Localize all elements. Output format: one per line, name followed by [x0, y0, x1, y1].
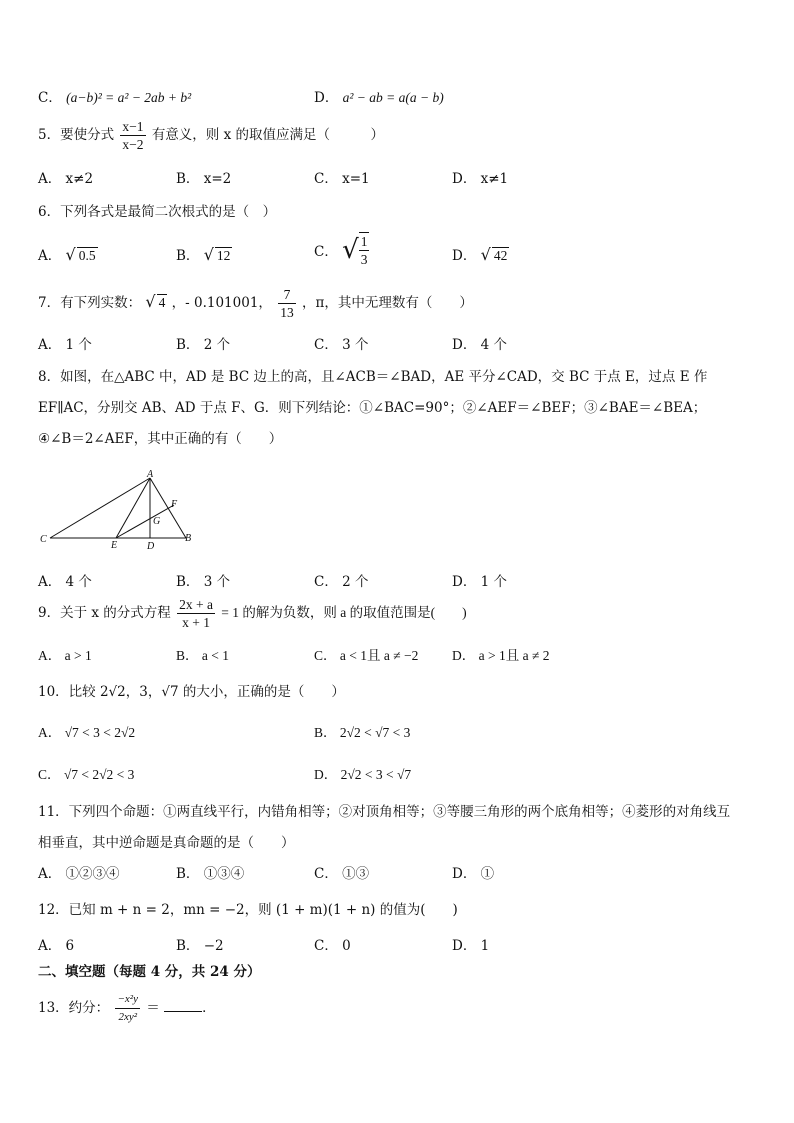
radical-icon: √: [203, 245, 214, 264]
denominator: 2xy²: [118, 1011, 138, 1023]
numerator: −x²y: [115, 991, 140, 1009]
stem-text: ，- 0.101001，: [171, 295, 272, 311]
option-label: A．: [38, 248, 62, 264]
q11-stem-line1: 11．下列四个命题：①两直线平行，内错角相等；②对顶角相等；③等腰三角形的两个底角相等；④菱形的对角线互: [38, 804, 731, 820]
q6-option-d: [452, 244, 509, 264]
q12-option-b: B． −2: [176, 938, 224, 954]
denominator: 3: [360, 252, 368, 267]
q7-option-c: C． 3 个: [314, 337, 369, 353]
q12-stem: 12．已知 m + n = 2，mn = −2，则 (1 + m)(1 + n) 的值为( ): [38, 902, 458, 918]
q7-option-a: A． 1 个: [38, 337, 92, 353]
q6-option-b: [176, 244, 232, 264]
stem-text: 7．有下列实数：: [38, 295, 142, 311]
point-label-g: G: [153, 516, 161, 527]
fraction: [115, 991, 140, 1026]
q12-option-a: A． 6: [38, 938, 75, 954]
option-label: D．: [314, 90, 339, 106]
q6-stem: 6．下列各式是最简二次根式的是（ ）: [38, 204, 277, 220]
point-label-c: C: [40, 534, 47, 545]
q11-option-a: A． ①②③④: [38, 866, 120, 882]
stem-text: 5．要使分式: [38, 127, 115, 143]
fraction: [278, 286, 296, 321]
q4-option-c: [38, 86, 191, 106]
option-expression: a² − ab = a(a − b): [342, 90, 444, 105]
q8-option-a: A． 4 个: [38, 574, 92, 590]
q6-option-c: [314, 232, 371, 268]
segment-ef: [116, 505, 174, 538]
period: ．: [202, 1000, 216, 1016]
q5-option-d: D． x≠1: [452, 171, 509, 187]
q9-option-a: A． a > 1: [38, 648, 92, 663]
q9-option-b: B． a < 1: [176, 648, 229, 663]
point-label-b: B: [185, 533, 192, 544]
q10-stem: 10．比较 2√2，3，√7 的大小，正确的是（ ）: [38, 684, 345, 700]
q11-option-d: D． ①: [452, 866, 495, 882]
radicand: 4: [158, 295, 166, 310]
numerator: 7: [278, 286, 296, 304]
q7-option-b: B． 2 个: [176, 337, 231, 353]
equals-sign: ＝: [146, 1000, 160, 1016]
q8-option-c: C． 2 个: [314, 574, 369, 590]
q5-option-b: B． x=2: [176, 171, 232, 187]
radicand: 0.5: [78, 248, 96, 263]
option-label: B．: [176, 248, 200, 264]
point-label-e: E: [111, 540, 118, 551]
radicand: 42: [493, 248, 508, 263]
q10-option-b: B． 2√2 < √7 < 3: [314, 725, 411, 740]
fraction: [120, 118, 145, 153]
radicand: 12: [216, 248, 231, 263]
segment-ca: [50, 478, 150, 538]
q9-option-c: C． a < 1且 a ≠ −2: [314, 648, 419, 663]
numerator: x−1: [122, 119, 144, 134]
q7-option-d: D． 4 个: [452, 337, 507, 353]
denominator: x + 1: [182, 615, 210, 630]
q10-option-d: D． 2√2 < 3 < √7: [314, 767, 412, 782]
radical-icon: √: [342, 235, 359, 265]
denominator: 13: [280, 305, 294, 320]
numerator: 1: [360, 234, 368, 249]
q5-stem: [38, 118, 384, 153]
point-label-f: F: [171, 499, 178, 510]
q8-triangle-figure: [36, 468, 206, 552]
numerator: 2x + a: [179, 597, 213, 612]
q4-option-d: [314, 86, 444, 106]
point-label-a: A: [147, 469, 154, 480]
q11-stem-line2: 相垂直，其中逆命题是真命题的是（ ）: [38, 835, 295, 851]
q8-option-b: B． 3 个: [176, 574, 231, 590]
option-label: D．: [452, 248, 477, 264]
q9-option-d: D． a > 1且 a ≠ 2: [452, 648, 550, 663]
option-label: C．: [38, 90, 62, 106]
stem-text: 有意义，则 x 的取值应满足（ ）: [151, 127, 385, 143]
fraction: [359, 232, 370, 268]
option-label: C．: [314, 244, 338, 260]
q8-stem-line1: 8．如图，在△ABC 中，AD 是 BC 边上的高，且∠ACB＝∠BAD，AE 平分∠CAD，交 BC 于点 E，过点 E 作: [38, 369, 708, 385]
q5-option-c: C． x=1: [314, 171, 370, 187]
q11-option-b: B． ①③④: [176, 866, 245, 882]
q8-stem-line3: ④∠B＝2∠AEF，其中正确的有（ ）: [38, 431, 283, 447]
q10-option-a: A． √7 < 3 < 2√2: [38, 725, 136, 740]
q10-option-c: C． √7 < 2√2 < 3: [38, 767, 135, 782]
point-label-d: D: [147, 541, 155, 552]
option-expression: (a−b)² = a² − 2ab + b²: [66, 90, 192, 105]
q6-option-a: [38, 244, 98, 264]
q7-stem: [38, 286, 473, 321]
q12-option-d: D． 1: [452, 938, 490, 954]
stem-text: ，π，其中无理数有（ ）: [302, 295, 473, 311]
radical-icon: √: [65, 245, 76, 264]
q8-stem-line2: EF∥AC，分别交 AB、AD 于点 F、G．则下列结论：①∠BAC=90°；②∠AEF＝∠BEF；③∠BAE＝∠BEA；: [38, 400, 707, 416]
stem-text: 9．关于 x 的分式方程: [38, 605, 171, 621]
denominator: x−2: [122, 137, 144, 152]
radical-icon: √: [480, 245, 491, 264]
q13-stem: [38, 991, 216, 1026]
stem-text: 13．约分：: [38, 1000, 110, 1016]
stem-text: = 1 的解为负数，则 a 的取值范围是( ): [221, 605, 467, 620]
q11-option-c: C． ①③: [314, 866, 370, 882]
q12-option-c: C． 0: [314, 938, 351, 954]
answer-blank[interactable]: [164, 999, 202, 1012]
radical-icon: √: [145, 292, 156, 311]
fraction: [177, 596, 215, 631]
q8-option-d: D． 1 个: [452, 574, 507, 590]
q5-option-a: A． x≠2: [38, 171, 94, 187]
segment-ae: [116, 478, 150, 538]
section-title: 二、填空题（每题 4 分，共 24 分）: [38, 964, 261, 980]
q9-stem: [38, 596, 467, 631]
